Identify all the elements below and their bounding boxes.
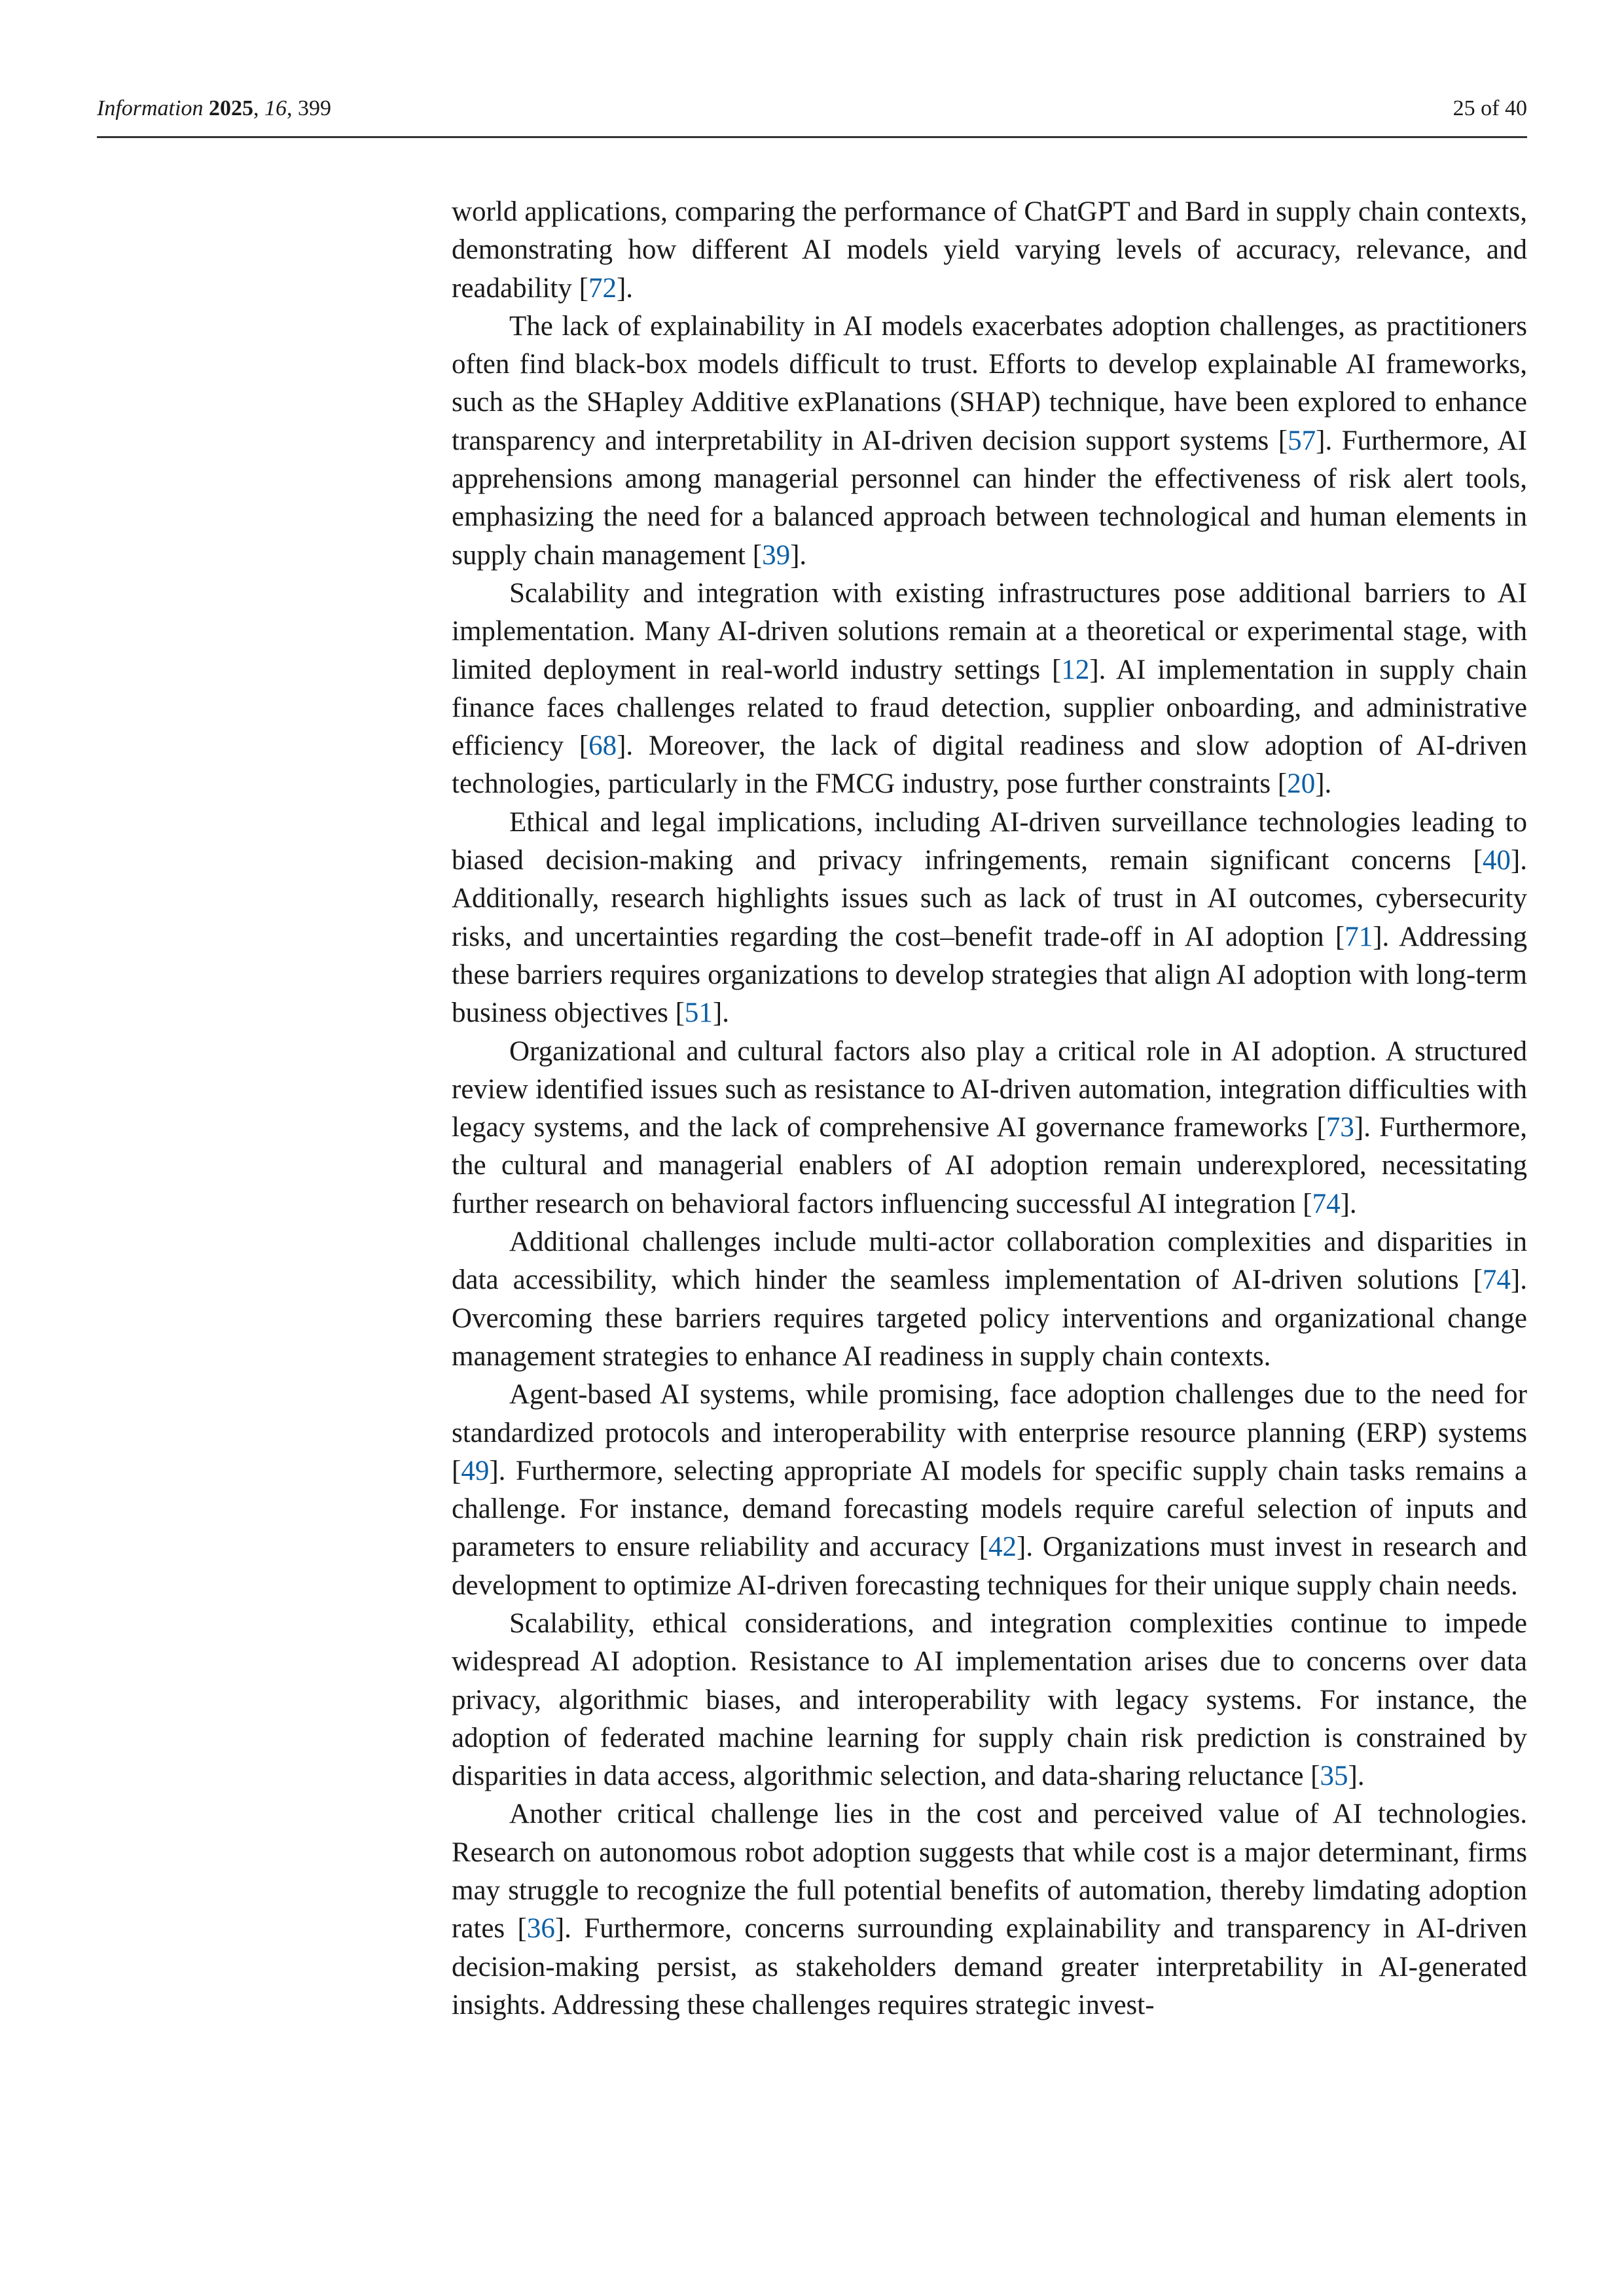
paragraph-text: ]. [1348,1761,1365,1792]
page-header [97,95,1527,138]
paragraph-text: ]. Additionally, research highlights issues such as lack of trust in AI outcomes, cybersecurity risks, and uncertainties regarding the cost–benefit trade-off in AI adoption [ [452,845,1527,952]
citation-link[interactable]: 74 [1312,1188,1341,1219]
paragraph-text: Scalability, ethical considerations, and integration complexities continue to impede widespread AI adoption. Resistance to AI implementation arises due to concerns over data privacy, algorithmic biases, and interoperability with legacy systems. For instance, the adoption of federated machine learning for supply chain risk prediction is constrained by disparities in data access, algorithmic selection, and data-sharing reluctance [ [452,1607,1527,1792]
paragraph-text: ]. [616,272,634,304]
paragraph-text: ]. Overcoming these barriers requires targeted policy interventions and organizational change management strategies to enhance AI readiness in supply chain contexts. [452,1265,1527,1372]
body-paragraph [452,1223,1527,1376]
body-paragraph [452,193,1527,308]
paragraph-text: Another critical challenge lies in the cost and perceived value of AI technologies. Research on autonomous robot adoption suggests that while cost is a major determinant, firms may struggle to recognize the full potential benefits of automation, thereby limdating adoption rates [ [452,1799,1527,1945]
citation-link[interactable]: 35 [1320,1761,1348,1792]
journal-volume: 16 [264,96,287,120]
paragraph-text: Additional challenges include multi-actor collaboration complexities and disparities in data accessibility, which hinder the seamless implementation of AI-driven solutions [ [452,1227,1527,1296]
paragraph-text: ]. [1315,768,1332,800]
citation-link[interactable]: 36 [526,1913,555,1945]
citation-link[interactable]: 74 [1482,1265,1511,1296]
journal-name: Information [97,96,204,120]
journal-reference: Information 2025, 16, 399 [97,96,331,120]
citation-link[interactable]: 49 [461,1455,490,1486]
citation-link[interactable]: 68 [588,730,617,762]
paragraph-text: Scalability and integration with existing infrastructures pose additional barriers to AI implementation. Many AI-driven solutions remain at a theoretical or experimental stage, with limited deployment in real-world industry settings [ [452,577,1527,685]
article-number: 399 [297,96,331,120]
citation-link[interactable]: 51 [684,997,713,1029]
citation-link[interactable]: 20 [1287,768,1316,800]
paragraph-text: ]. Organizations must invest in research and development to optimize AI-driven forecasting techniques for their unique supply chain needs. [452,1532,1527,1601]
citation-link[interactable]: 40 [1482,845,1511,876]
body-paragraph [452,308,1527,575]
body-paragraph [452,1795,1527,2024]
paragraph-text: The lack of explainability in AI models exacerbates adoption challenges, as practitioners often find black-box models difficult to trust. Efforts to develop explainable AI frameworks, such as the SHapley Additive exPlanations (SHAP) technique, have been explored to enhance transparency and interpretability in AI-driven decision support systems [ [452,310,1527,456]
body-paragraph [452,1376,1527,1605]
body-text [452,193,1527,2024]
body-paragraph [452,804,1527,1033]
citation-link[interactable]: 72 [588,272,617,304]
journal-year: 2025 [208,96,253,120]
paragraph-text: ]. Furthermore, AI apprehensions among managerial personnel can hinder the effectiveness of risk alert tools, emphasizing the need for a balanced approach between technological and human elements in supply chain management [ [452,425,1527,571]
body-paragraph [452,1605,1527,1795]
citation-link[interactable]: 42 [988,1532,1017,1563]
citation-link[interactable]: 39 [762,539,791,571]
paragraph-text: ]. Furthermore, the cultural and managerial enablers of AI adoption remain underexplored, necessitating further research on behavioral factors influencing successful AI integration [ [452,1112,1527,1219]
paragraph-text: ]. Moreover, the lack of digital readiness and slow adoption of AI-driven technologies, particularly in the FMCG industry, pose further constraints [ [452,730,1527,800]
paragraph-text: Organizational and cultural factors also play a critical role in AI adoption. A structured review identified issues such as resistance to AI-driven automation, integration difficulties with legacy systems, and the lack of comprehensive AI governance frameworks [ [452,1035,1527,1143]
citation-link[interactable]: 71 [1344,921,1373,952]
body-paragraph [452,575,1527,804]
paragraph-text: world applications, comparing the performance of ChatGPT and Bard in supply chain contexts, demonstrating how different AI models yield varying levels of accuracy, relevance, and readability [ [452,196,1527,304]
paragraph-text: Agent-based AI systems, while promising, face adoption challenges due to the need for standardized protocols and interoperability with enterprise resource planning (ERP) systems [ [452,1379,1527,1486]
paragraph-text: ]. Addressing these barriers requires organizations to develop strategies that align AI adoption with long-term business objectives [ [452,921,1527,1029]
page-number: 25 of 40 [1453,96,1527,120]
paragraph-text: ]. Furthermore, concerns surrounding explainability and transparency in AI-driven decision-making persist, as stakeholders demand greater interpretability in AI-generated insights. Addressing these challenges requires strategic invest- [452,1913,1527,2020]
citation-link[interactable]: 73 [1326,1112,1354,1143]
citation-link[interactable]: 57 [1288,425,1316,456]
citation-link[interactable]: 12 [1061,654,1090,685]
paragraph-text: Ethical and legal implications, including AI-driven surveillance technologies leading to biased decision-making and privacy infringements, remain significant concerns [ [452,806,1527,876]
paragraph-text: ]. [790,539,807,571]
body-paragraph [452,1033,1527,1223]
paragraph-text: ]. [712,997,729,1029]
paragraph-text: ]. AI implementation in supply chain finance faces challenges related to fraud detection, supplier onboarding, and administrative efficiency [ [452,654,1528,762]
paragraph-text: ]. Furthermore, selecting appropriate AI models for specific supply chain tasks remains a challenge. For instance, demand forecasting models require careful selection of inputs and parameters to ensure reliability and accuracy [ [452,1455,1527,1563]
paragraph-text: ]. [1340,1188,1357,1219]
